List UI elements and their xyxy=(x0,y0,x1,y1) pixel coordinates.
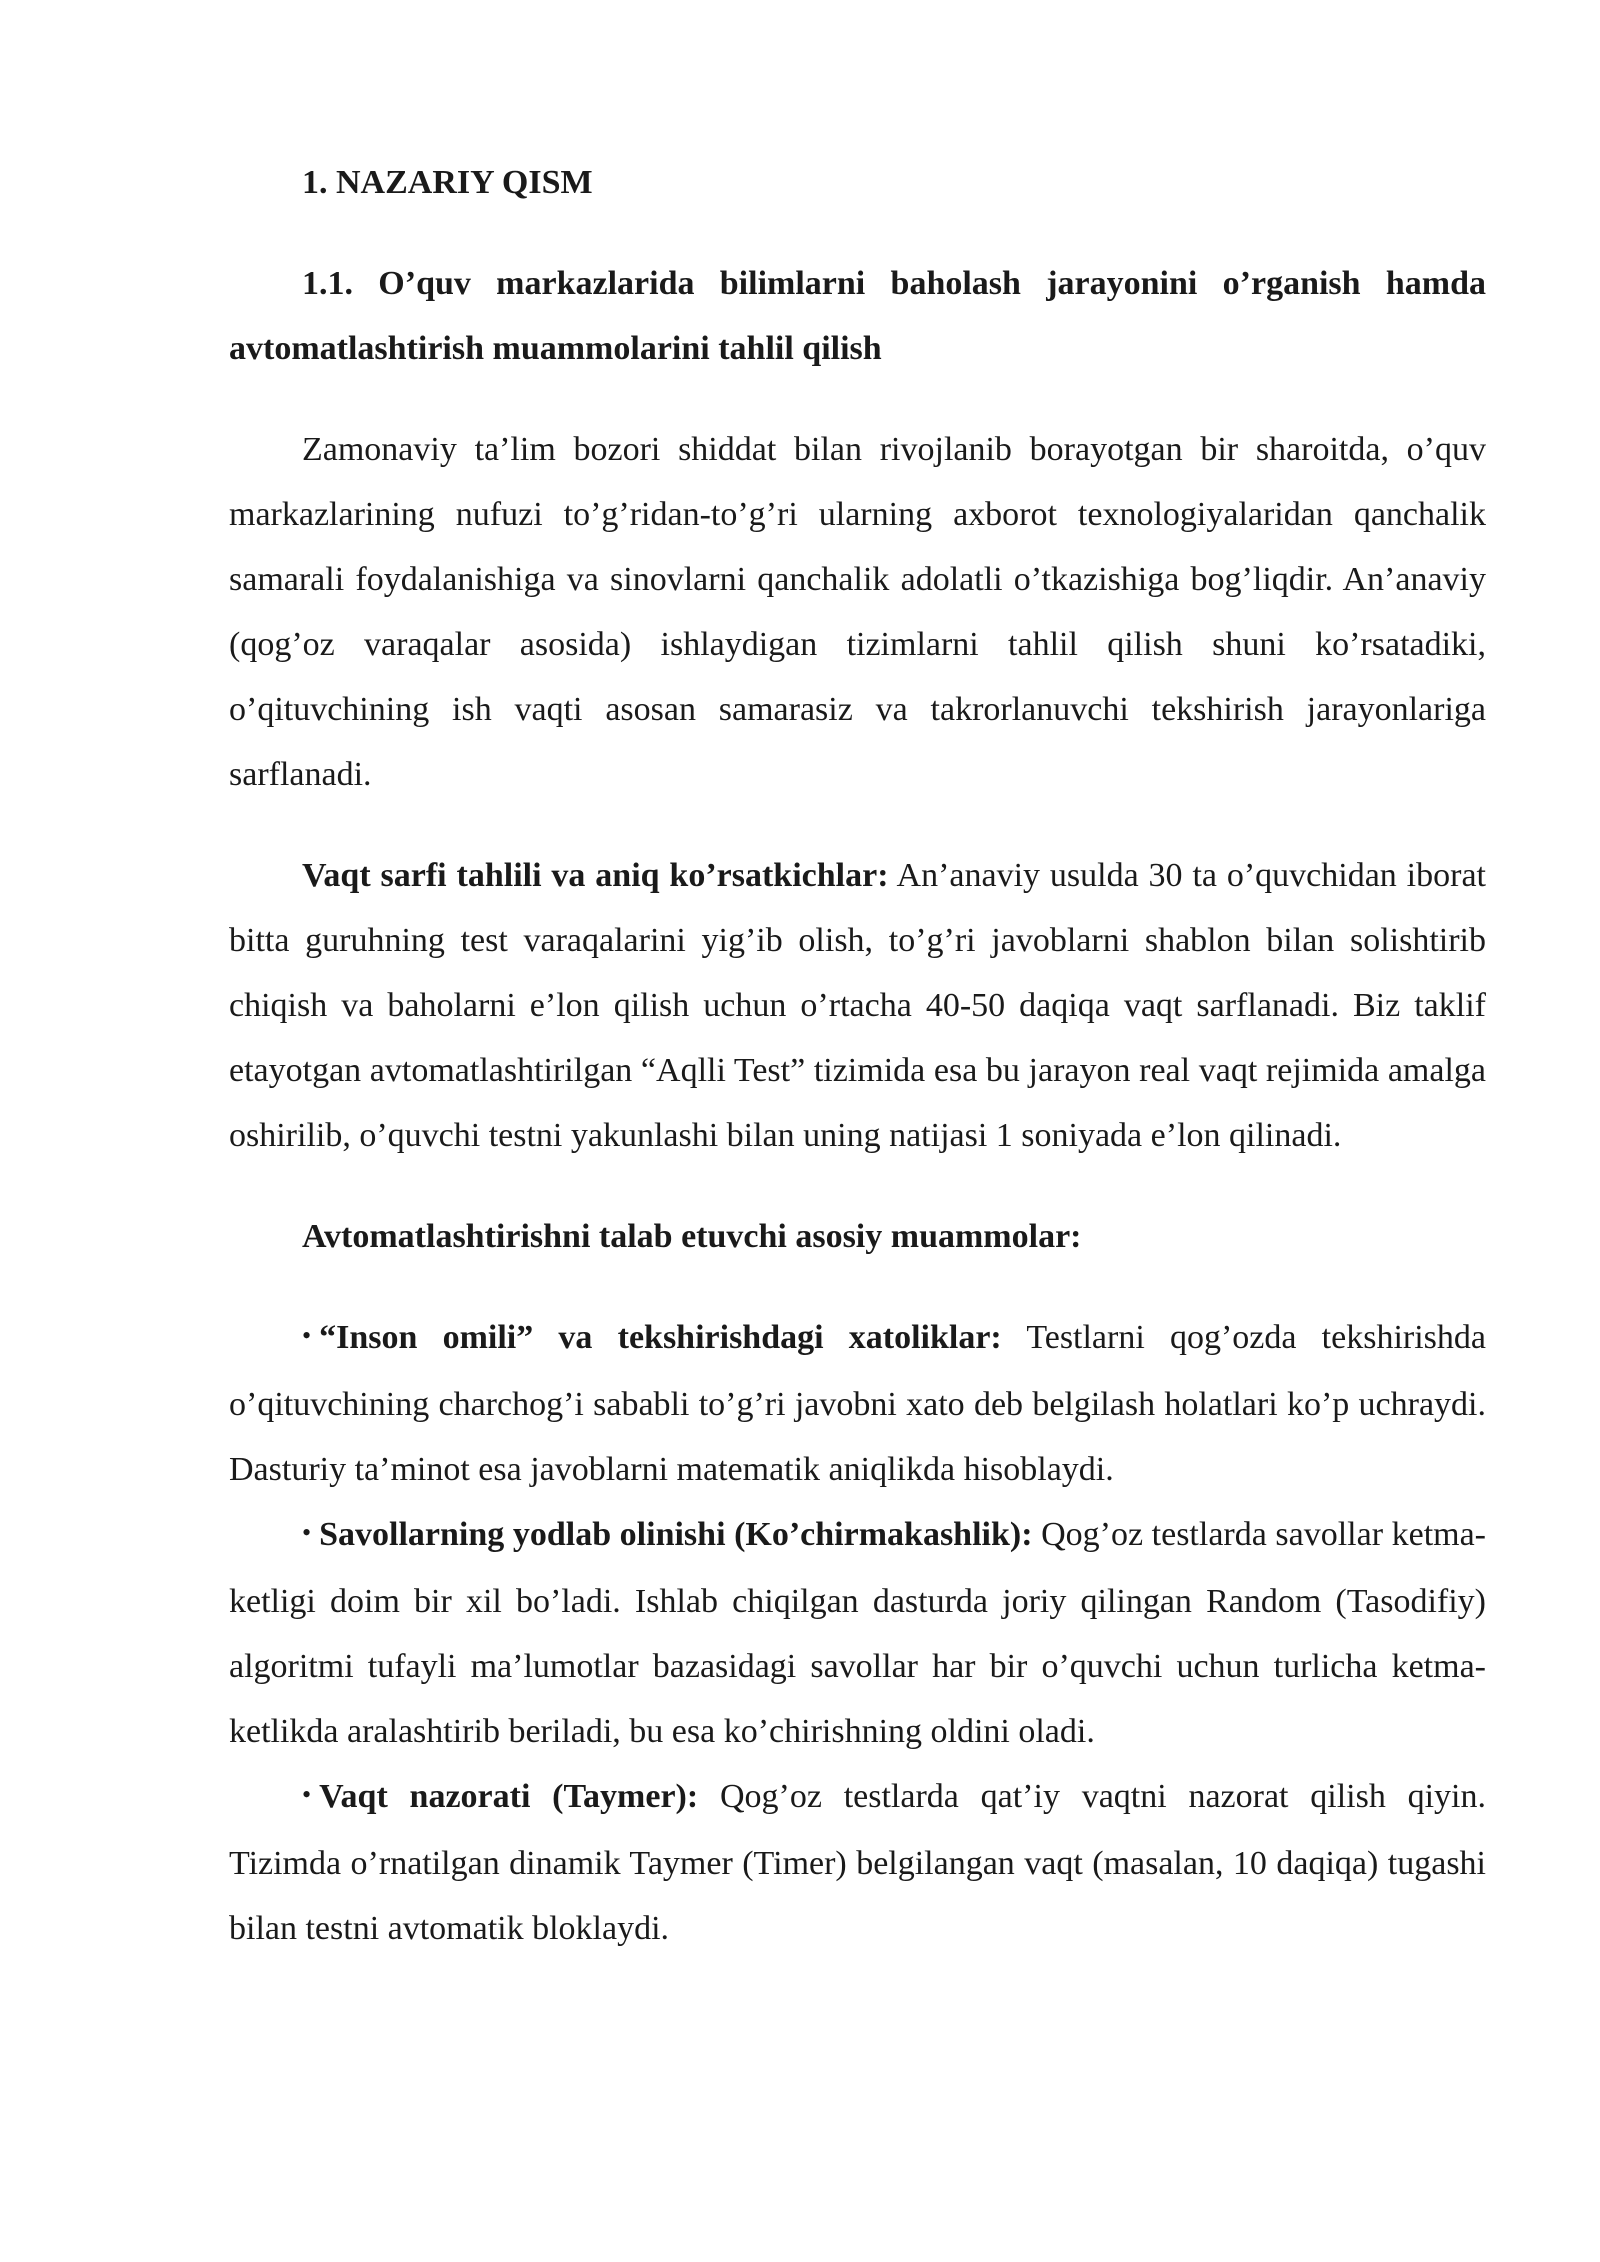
time-analysis-label: Vaqt sarfi tahlili va aniq ko’rsatkichlar: xyxy=(302,857,889,894)
time-analysis-text: An’anaviy usulda 30 ta o’quvchidan iborat bitta guruhning test varaqalarini yig’ib olish, to’g’ri javoblarni shablon bilan solishtirib chiqish va baholarni e’lon qilish uchun o’rtacha 40-50 daqiqa vaqt sarflanadi. Biz taklif etayotgan avtomatlashtirilgan “Aqlli Test” tizimida esa bu jarayon real vaqt rejimida amalga oshirilib, o’quvchi testni yakunlashi bilan uning natijasi 1 soniyada e’lon qilinadi. xyxy=(229,857,1486,1154)
problem-label: Vaqt nazorati (Taymer): xyxy=(319,1778,699,1815)
bullet-icon: • xyxy=(302,1780,312,1809)
problem-label: “Inson omili” va tekshirishdagi xatoliklar: xyxy=(319,1319,1002,1356)
subsection-title: 1.1. O’quv markazlarida bilimlarni baholash jarayonini o’rganish hamda avtomatlashtirish muammolarini tahlil qilish xyxy=(229,265,1486,367)
problem-label: Savollarning yodlab olinishi (Ko’chirmakashlik): xyxy=(319,1516,1033,1553)
problem-text: Testlarni qog’ozda tekshirishda o’qituvchining charchog’i sababli to’g’ri javobni xato deb belgilash holatlari ko’p uchraydi. Dasturiy ta’minot esa javoblarni matematik aniqlikda hisoblaydi. xyxy=(229,1319,1486,1488)
problem-text: Qog’oz testlarda qat’iy vaqtni nazorat qilish qiyin. Tizimda o’rnatilgan dinamik Taymer (Timer) belgilangan vaqt (masalan, 10 daqiqa) tugashi bilan testni avtomatik bloklaydi. xyxy=(229,1778,1486,1947)
problem-item-human-factor xyxy=(229,1305,1486,1502)
problems-heading: Avtomatlashtirishni talab etuvchi asosiy muammolar: xyxy=(302,1218,1082,1255)
problem-text: Qog’oz testlarda savollar ketma-ketligi doim bir xil bo’ladi. Ishlab chiqilgan dasturda joriy qilingan Random (Tasodifiy) algoritmi tufayli ma’lumotlar bazasidagi savollar har bir o’quvchi uchun turlicha ketma-ketlikda aralashtirib beriladi, bu esa ko’chirishning oldini oladi. xyxy=(229,1516,1487,1750)
document-page xyxy=(229,150,1486,1961)
problem-item-memorization xyxy=(229,1502,1486,1764)
problem-item-timer xyxy=(229,1764,1486,1961)
intro-paragraph: Zamonaviy ta’lim bozori shiddat bilan rivojlanib borayotgan bir sharoitda, o’quv markazlarining nufuzi to’g’ridan-to’g’ri ularning axborot texnologiyalaridan qanchalik samarali foydalanishiga va sinovlarni qanchalik adolatli o’tkazishiga bog’liqdir. An’anaviy (qog’oz varaqalar asosida) ishlaydigan tizimlarni tahlil qilish shuni ko’rsatadiki, o’qituvchining ish vaqti asosan samarasiz va takrorlanuvchi tekshirish jarayonlariga sarflanadi. xyxy=(229,431,1486,793)
bullet-icon: • xyxy=(302,1321,312,1350)
section-title: 1. NAZARIY QISM xyxy=(302,164,593,201)
time-analysis-paragraph xyxy=(229,843,1486,1168)
bullet-icon: • xyxy=(302,1518,312,1547)
